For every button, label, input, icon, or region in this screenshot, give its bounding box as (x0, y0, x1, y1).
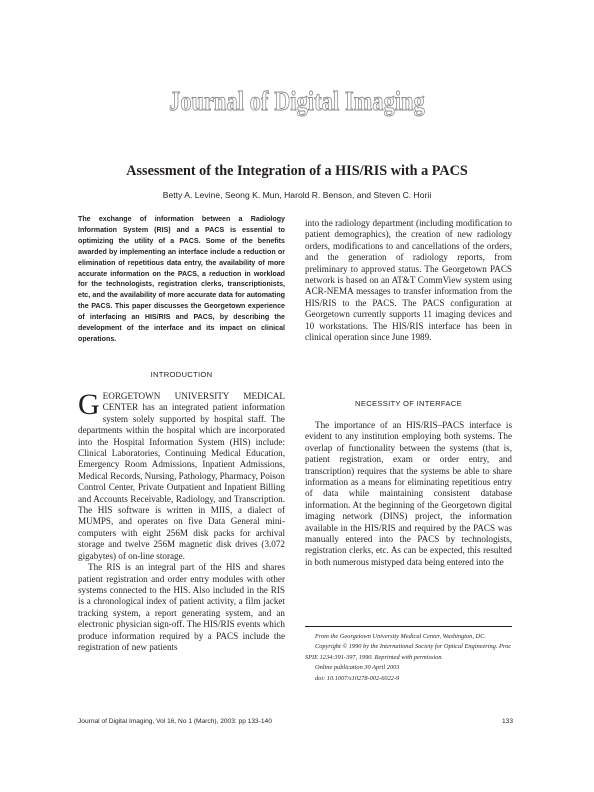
footnote-divider (305, 626, 512, 627)
necessity-paragraph-1: The importance of an HIS/RIS–PACS interface is evident to any institution employing both systems. The overlap of functionality between the systems (that is, patient registration, exam or order entry, and transcription) requires that the systems be able to share information as a means for eliminating repetitious entry of data while maintaining consistent database information. At the beginning of the Georgetown digital imaging network (DINS) project, the information available in the HIS/RIS and required by the PACS was manually entered into the PACS by technologists, registration clerks, etc. As can be expected, this resulted in both numerous mistyped data being entered into the (305, 420, 512, 567)
footnote-copyright: Copyright © 1990 by the International Society for Optical Engineering. Proc SPIE 1234:391-397, 1990. Reprinted with permission. (305, 643, 512, 661)
introduction-paragraph-1 (78, 388, 285, 562)
necessity-column (305, 420, 512, 568)
introduction-paragraph-2: The RIS is an integral part of the HIS and shares patient registration and order entry modules with other systems connected to the HIS. Also included in the RIS is a chronological index of patient activity, a film jacket tracking system, a report generating system, and an electronic physician sign-off. The HIS/RIS events which produce information required by a PACS include the registration of new patients (78, 562, 285, 652)
journal-citation: Journal of Digital Imaging, Vol 16, No 1 (March), 2003: pp 133-140 (78, 718, 272, 725)
journal-masthead: Journal of Digital Imaging (169, 86, 425, 116)
introduction-paragraph-1-text: EORGETOWN UNIVERSITY MEDICAL CENTER has an integrated patient information system solely supported by hospital staff. The departments within the hospital which are incorporated into the Hospital Information System (HIS) include: Clinical Laboratories, Continuing Medical Education, Emergency Room Admissions, Inpatient Admissions, Medical Records, Nursing, Pathology, Pharmacy, Poison Control Center, Private Outpatient and Inpatient Billing and Accounts Receivable, Radiology, and Transcription. The HIS software is written in MIIS, a dialect of MUMPS, and operates on five Data General mini-computers with eight 256M disk packs for archival storage and twelve 256M magnetic disk drives (3.072 gigabytes) of on-line storage. (78, 391, 285, 561)
footnote-affiliation: From the Georgetown University Medical Center, Washington, DC. (315, 633, 486, 640)
footnote-doi: doi: 10.1007/s10278-002-6022-9 (315, 674, 400, 682)
article-title: Assessment of the Integration of a HIS/RIS with a PACS (126, 163, 468, 179)
drop-cap: G (78, 388, 100, 421)
introduction-paragraph-2-continued: into the radiology department (including modification to patient demographics), the creation of new radiology orders, modifications to and cancellations of the orders, and the generation of radiology reports, from preliminary to approved status. The Georgetown PACS network is based on an AT&T CommView system using ACR-NEMA messages to transfer information from the HIS/RIS to the PACS. The PACS configuration at Georgetown currently supports 11 imaging devices and 10 workstations. The HIS/RIS interface has been in clinical operation since June 1989. (305, 218, 512, 343)
footnote (305, 632, 512, 684)
abstract: The exchange of information between a Radiology Information System (RIS) and a PACS is essential to optimizing the utility of a PACS. Some of the benefits awarded by implementing an interface include a reduction or elimination of repetitious data entry, the availability of more accurate information on the PACS, a reduction in workload for the technologists, registration clerks, transcriptionists, etc, and the availability of more accurate data for automating the PACS. This paper discusses the Georgetown experience of interfacing an HIS/RIS and PACS, by describing the development of the interface and its impact on clinical operations. (78, 215, 285, 343)
author-list: Betty A. Levine, Seong K. Mun, Harold R. Benson, and Steven C. Horii (162, 190, 432, 200)
necessity-heading: NECESSITY OF INTERFACE (355, 399, 462, 408)
introduction-continued-column (305, 218, 512, 343)
introduction-heading: INTRODUCTION (150, 370, 213, 379)
introduction-column (78, 388, 285, 653)
footnote-online-date: Online publication 30 April 2003 (315, 664, 400, 672)
page-number: 133 (501, 718, 513, 725)
